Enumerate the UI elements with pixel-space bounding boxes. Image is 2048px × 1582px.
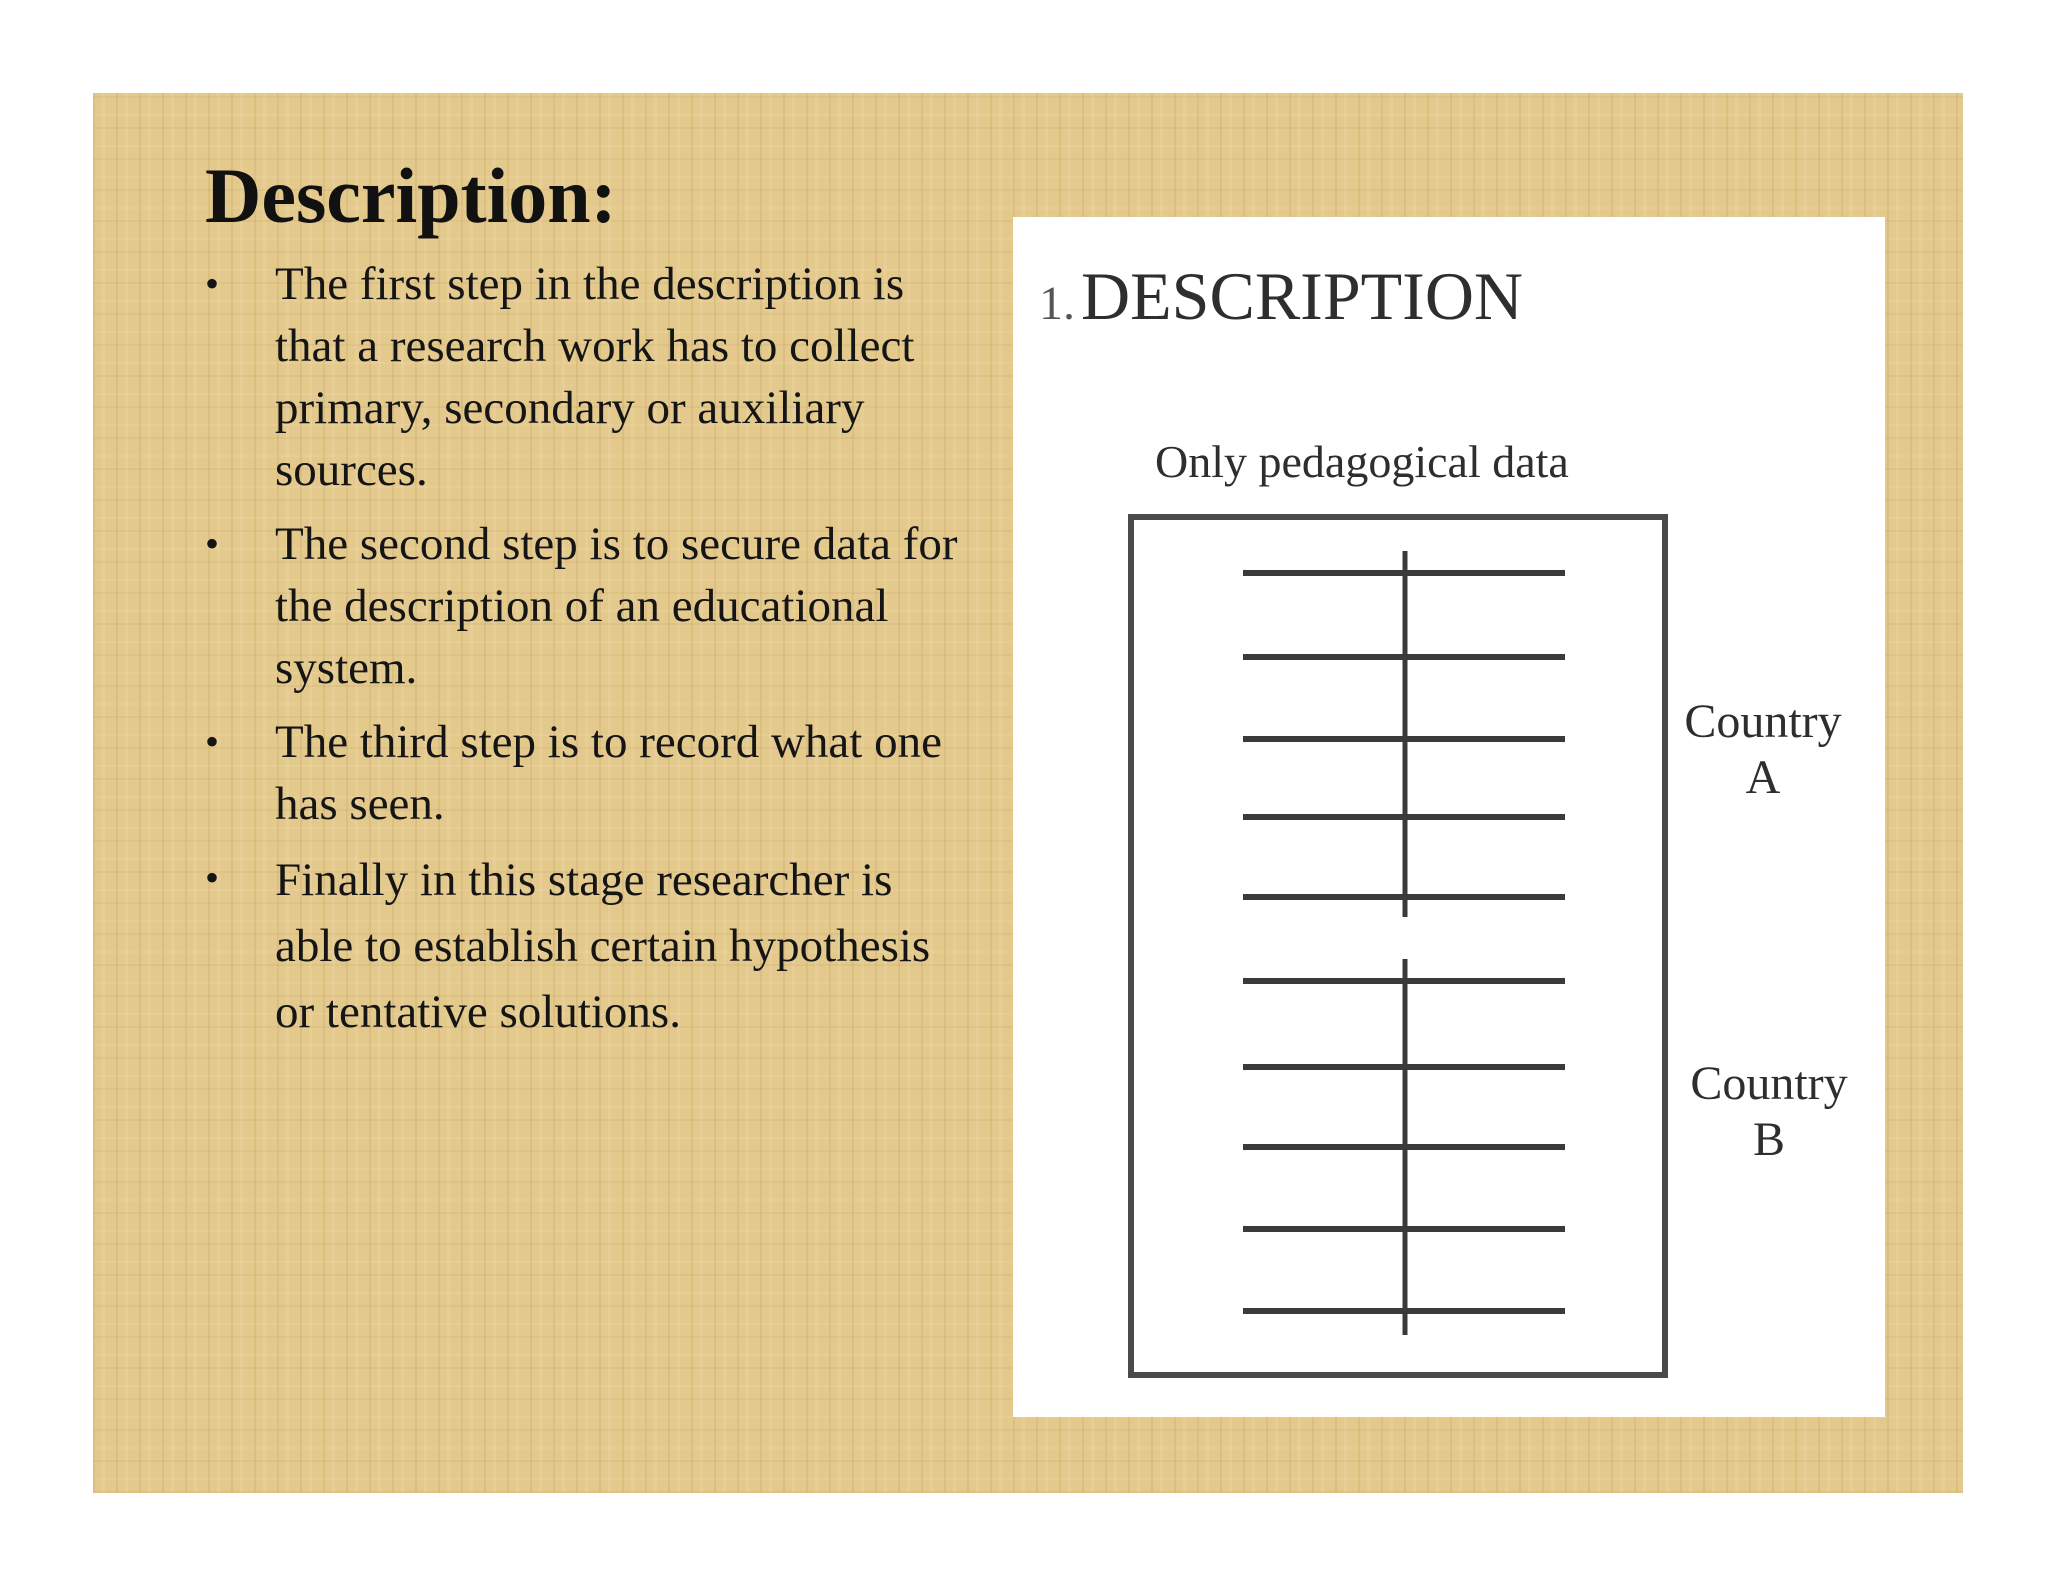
bullet-text: The third step is to record what one has seen. [275, 716, 942, 830]
slide [93, 93, 1963, 1493]
bullet-icon: • [205, 261, 220, 306]
data-frame [1131, 517, 1665, 1375]
country-b-label-line2: B [1752, 1113, 1786, 1166]
country-a-label-line2: A [1745, 751, 1781, 804]
bullet-text: The second step is to secure data for the description of an educational system. [275, 518, 958, 694]
bullet-text: Finally in this stage researcher is able to establish certain hypothesis or tentative solutions. [275, 854, 931, 1038]
bullet-item-2 [205, 513, 965, 699]
description-diagram [1013, 217, 1885, 1417]
bullet-icon: • [205, 855, 220, 900]
diagram-heading: DESCRIPTION [1081, 258, 1524, 334]
diagram-number: 1. [1039, 277, 1075, 330]
bullet-icon: • [205, 719, 220, 764]
slide-title: Description: [205, 152, 617, 239]
diagram-caption: Only pedagogical data [1155, 436, 1569, 487]
country-a-group [1243, 551, 1565, 917]
bullet-item-1 [205, 253, 965, 501]
bullet-item-4 [205, 847, 965, 1045]
country-b-group [1243, 959, 1565, 1335]
bullet-text: The first step in the description is that a research work has to collect primary, secondary or auxiliary sources. [275, 258, 915, 496]
country-b-label-line1: Country [1690, 1057, 1848, 1110]
bullet-list [205, 253, 965, 1057]
bullet-item-3 [205, 711, 965, 835]
country-a-label-line1: Country [1684, 695, 1842, 748]
bullet-icon: • [205, 521, 220, 566]
